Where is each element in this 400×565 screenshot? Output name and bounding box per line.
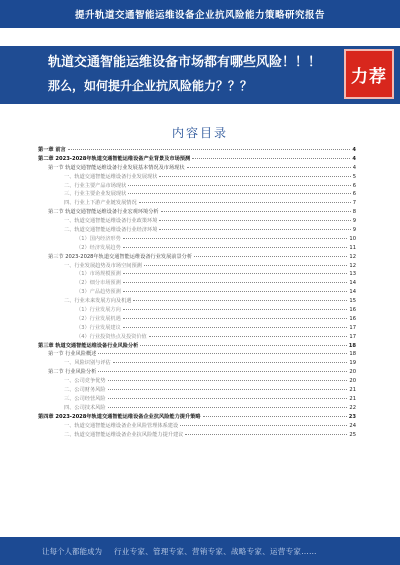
footer-bar (0, 537, 400, 565)
footer-expert-list: 行业专家、管理专家、营销专家、战略专家、运营专家…… (114, 546, 317, 556)
toc-leader-dots (108, 407, 348, 408)
toc-entry-page: 25 (349, 431, 356, 438)
toc-leader-dots (123, 309, 348, 310)
toc-entry[interactable] (38, 297, 356, 306)
toc-entry-page: 16 (349, 315, 356, 322)
toc-entry-text: （1）行业发展方向 (76, 307, 121, 314)
toc-title: 内容目录 (171, 126, 228, 140)
recommend-badge: 力荐 (344, 49, 394, 99)
toc-entry[interactable] (38, 386, 356, 395)
toc-leader-dots (133, 300, 347, 301)
toc-entry[interactable] (38, 235, 356, 244)
toc-entry-text: （1）市场规模预测 (76, 271, 121, 278)
toc-entry-text: 一、轨道交通智能运维设备行业发展现状 (64, 173, 158, 180)
toc-entry-text: 二、轨道交通智能运维设备行业经济环境 (64, 227, 158, 234)
toc-entry-text: （3）产品趋势预测 (76, 289, 121, 296)
toc-entry[interactable] (38, 279, 356, 288)
toc-leader-dots (98, 371, 347, 372)
toc-entry-text: 二、轨道交通智能运维设备企业抗风险能力提升建议 (64, 431, 184, 438)
toc-entry-page: 7 (352, 200, 356, 207)
toc-entry-text: （4）行业投资热点及投资价值 (76, 333, 147, 340)
toc-entry[interactable] (38, 368, 356, 377)
toc-entry-page: 4 (352, 164, 356, 171)
toc-leader-dots (123, 291, 348, 292)
table-of-contents (38, 146, 356, 439)
toc-entry[interactable] (38, 253, 356, 262)
toc-entry-text: 四、公司技术风险 (64, 404, 106, 411)
toc-entry[interactable] (38, 324, 356, 333)
toc-entry-text: （2）经济发展趋势 (76, 244, 121, 251)
toc-entry-page: 12 (349, 262, 356, 269)
toc-entry-page: 21 (349, 387, 356, 394)
toc-entry-text: 第二节 轨道交通智能运维设备行业宏观环境分析 (48, 209, 159, 216)
toc-leader-dots (123, 247, 348, 248)
toc-leader-dots (159, 176, 350, 177)
headline-question-capability: 那么，如何提升企业抗风险能力？？？ (48, 79, 253, 93)
toc-leader-dots (128, 193, 350, 194)
toc-entry-text: 第三章 轨道交通智能运维设备行业风险分析 (38, 342, 139, 349)
toc-entry-text: 一、轨道交通智能运维设备企业风险管理体系建设 (64, 422, 179, 429)
toc-entry[interactable] (38, 155, 356, 164)
toc-entry-text: 第一章 前言 (38, 147, 66, 153)
toc-entry-page: 20 (349, 378, 356, 385)
toc-leader-dots (140, 345, 346, 346)
toc-entry[interactable] (38, 431, 356, 440)
toc-entry-page: 22 (349, 404, 356, 411)
toc-leader-dots (161, 211, 351, 212)
toc-leader-dots (194, 256, 347, 257)
toc-entry-page: 14 (349, 289, 356, 296)
toc-entry[interactable] (38, 315, 356, 324)
toc-entry-text: 第二章 2023-2028年轨道交通智能运维设备产业背景及市场预测 (38, 155, 191, 162)
toc-entry[interactable] (38, 342, 356, 351)
toc-leader-dots (108, 398, 348, 399)
toc-entry-page: 8 (352, 209, 356, 216)
toc-leader-dots (123, 238, 348, 239)
toc-entry-text: 第四章 2023-2028年轨道交通智能运维设备企业抗风险能力提升策略 (38, 413, 201, 420)
toc-entry[interactable] (38, 146, 356, 155)
toc-entry[interactable] (38, 270, 356, 279)
toc-entry[interactable] (38, 244, 356, 253)
toc-entry[interactable] (38, 422, 356, 431)
toc-entry-text: 第一节 行业风险概述 (48, 351, 97, 358)
toc-entry[interactable] (38, 173, 356, 182)
toc-entry-text: （3）行业发展建议 (76, 324, 121, 331)
toc-entry-page: 5 (352, 173, 356, 180)
toc-entry-page: 13 (349, 271, 356, 278)
toc-entry-page: 24 (349, 422, 356, 429)
toc-entry-page: 11 (349, 244, 356, 251)
toc-entry-page: 16 (349, 307, 356, 314)
toc-entry-text: 第一节 轨道交通智能运维设备行业发展基本情况及市场现状 (48, 164, 185, 171)
toc-entry-page: 20 (349, 369, 356, 376)
toc-leader-dots (108, 389, 348, 390)
toc-leader-dots (185, 434, 347, 435)
toc-entry[interactable] (38, 288, 356, 297)
toc-entry-text: 第三节 2023-2028年轨道交通智能运维设备行业发展前景分析 (48, 253, 193, 260)
toc-entry-page: 6 (352, 191, 356, 198)
toc-entry-page: 17 (349, 333, 356, 340)
toc-leader-dots (192, 158, 350, 159)
toc-leader-dots (139, 202, 351, 203)
toc-entry[interactable] (38, 395, 356, 404)
toc-entry-text: （2）细分市场预测 (76, 280, 121, 287)
toc-leader-dots (149, 336, 348, 337)
toc-leader-dots (159, 229, 350, 230)
toc-entry-text: （1）国内经济形势 (76, 235, 121, 242)
toc-entry-page: 23 (348, 413, 356, 420)
toc-leader-dots (123, 327, 348, 328)
toc-entry-page: 12 (349, 253, 356, 260)
toc-entry-text: 三、公司经营风险 (64, 395, 106, 402)
toc-entry-text: 二、行业主要产品市场现状 (64, 182, 127, 189)
toc-leader-dots (128, 185, 350, 186)
toc-entry[interactable] (38, 413, 356, 422)
toc-entry[interactable] (38, 333, 356, 342)
toc-entry-page: 18 (348, 342, 356, 349)
toc-entry[interactable] (38, 262, 356, 271)
toc-entry[interactable] (38, 377, 356, 386)
toc-entry[interactable] (38, 208, 356, 217)
toc-entry-page: 15 (349, 298, 356, 305)
toc-entry-text: （2）行业发展机遇 (76, 315, 121, 322)
toc-entry[interactable] (38, 190, 356, 199)
toc-entry-page: 17 (349, 324, 356, 331)
toc-entry-text: 第二节 行业风险分析 (48, 369, 97, 376)
toc-entry[interactable] (38, 359, 356, 368)
toc-entry[interactable] (38, 217, 356, 226)
toc-entry-text: 三、行业主要企业发展现状 (64, 191, 127, 198)
toc-entry-text: 一、公司竞争优势 (64, 378, 106, 385)
toc-entry-text: 二、公司财务风险 (64, 387, 106, 394)
toc-entry-text: 二、行业未来发展方向及机遇 (64, 298, 132, 305)
toc-leader-dots (123, 318, 348, 319)
report-title: 提升轨道交通智能运维设备企业抗风险能力策略研究报告 (74, 10, 325, 21)
toc-entry[interactable] (38, 182, 356, 191)
toc-entry-page: 4 (352, 155, 356, 162)
toc-entry[interactable] (38, 226, 356, 235)
toc-entry-page: 9 (352, 227, 356, 234)
toc-leader-dots (187, 167, 351, 168)
toc-entry-text: 一、风险识别与评估 (64, 360, 111, 367)
toc-leader-dots (144, 265, 348, 266)
toc-leader-dots (68, 149, 351, 150)
toc-leader-dots (123, 273, 348, 274)
toc-leader-dots (180, 425, 347, 426)
toc-entry[interactable] (38, 404, 356, 413)
toc-entry-text: 一、行业发展趋势及市场空间预测 (64, 262, 142, 269)
toc-entry-page: 19 (349, 360, 356, 367)
toc-entry-text: 四、行业上下游产业链发展情况 (64, 200, 137, 207)
toc-leader-dots (113, 362, 348, 363)
headline-question-risks: 轨道交通智能运维设备市场都有哪些风险！！！ (48, 55, 322, 70)
toc-leader-dots (203, 416, 347, 417)
toc-entry-page: 6 (352, 182, 356, 189)
toc-leader-dots (159, 220, 350, 221)
toc-leader-dots (108, 380, 348, 381)
footer-slogan: 让每个人都能成为 (42, 546, 102, 556)
toc-entry-page: 9 (352, 218, 356, 225)
toc-entry-page: 14 (349, 280, 356, 287)
toc-leader-dots (98, 353, 347, 354)
toc-leader-dots (123, 282, 348, 283)
toc-entry-text: 一、轨道交通智能运维设备行业政策环境 (64, 218, 158, 225)
toc-entry[interactable] (38, 350, 356, 359)
toc-entry-page: 4 (352, 147, 356, 153)
toc-entry-page: 18 (349, 351, 356, 358)
toc-entry-page: 10 (349, 235, 356, 242)
toc-entry-page: 21 (349, 395, 356, 402)
toc-entry[interactable] (38, 164, 356, 173)
report-title-banner (0, 0, 400, 28)
toc-entry[interactable] (38, 306, 356, 315)
toc-entry[interactable] (38, 199, 356, 208)
